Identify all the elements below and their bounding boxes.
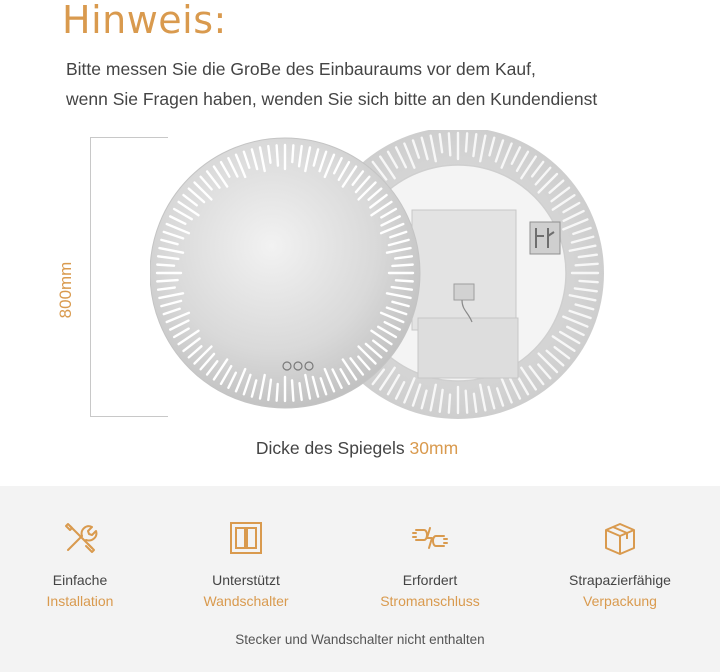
frosted-rim-mark [396,280,413,281]
frosted-rim-mark [157,265,174,266]
frosted-rim-mark [449,133,450,155]
frosted-rim-mark [157,280,177,281]
diameter-label: 800mm [56,261,75,319]
thickness-value: 30mm [409,438,459,458]
plug-icon [412,520,448,556]
thickness-caption [0,438,714,459]
box-icon [602,520,638,556]
footer-note: Stecker und Wandschalter nicht enthalten [235,632,485,647]
intro-text [66,54,597,114]
frosted-rim-mark [449,395,450,413]
feature-line-1: Einfache [52,572,108,588]
intro-line-1: Bitte messen Sie die GroBe des Einbauraums vor dem Kauf, [66,59,536,79]
frosted-rim-mark [580,281,598,282]
frosted-rim-mark [292,145,293,162]
feature-line-1: Erfordert [402,572,458,588]
feature-line-2: Verpackung [583,593,657,609]
page-title: Hinweis: [62,0,227,42]
frosted-rim-mark [392,265,412,266]
wall-switch-icon [228,520,264,556]
intro-line-2: wenn Sie Fragen haben, wenden Sie sich bitte an den Kundendienst [66,89,598,109]
feature-power-connection [350,520,510,612]
feature-line-2: Installation [46,593,114,609]
mirror-illustration [150,130,610,430]
feature-durable-packaging [540,520,700,612]
mirror-front-view [150,138,420,408]
frosted-rim-mark [292,380,293,400]
feature-easy-installation [0,520,160,612]
feature-line-2: Stromanschluss [380,593,480,609]
feature-line-2: Wandschalter [203,593,289,609]
frosted-rim-mark [466,391,467,413]
frosted-rim-mark [277,145,278,165]
feature-wall-switch [166,520,326,612]
frosted-rim-mark [277,384,278,401]
thickness-text: Dicke des Spiegels [255,438,410,458]
frosted-rim-mark [466,133,467,151]
feature-line-1: Strapazierfähige [569,572,671,588]
feature-line-1: Unterstützt [212,572,280,588]
frosted-rim-mark [576,264,598,265]
wrench-screwdriver-icon [62,520,98,556]
